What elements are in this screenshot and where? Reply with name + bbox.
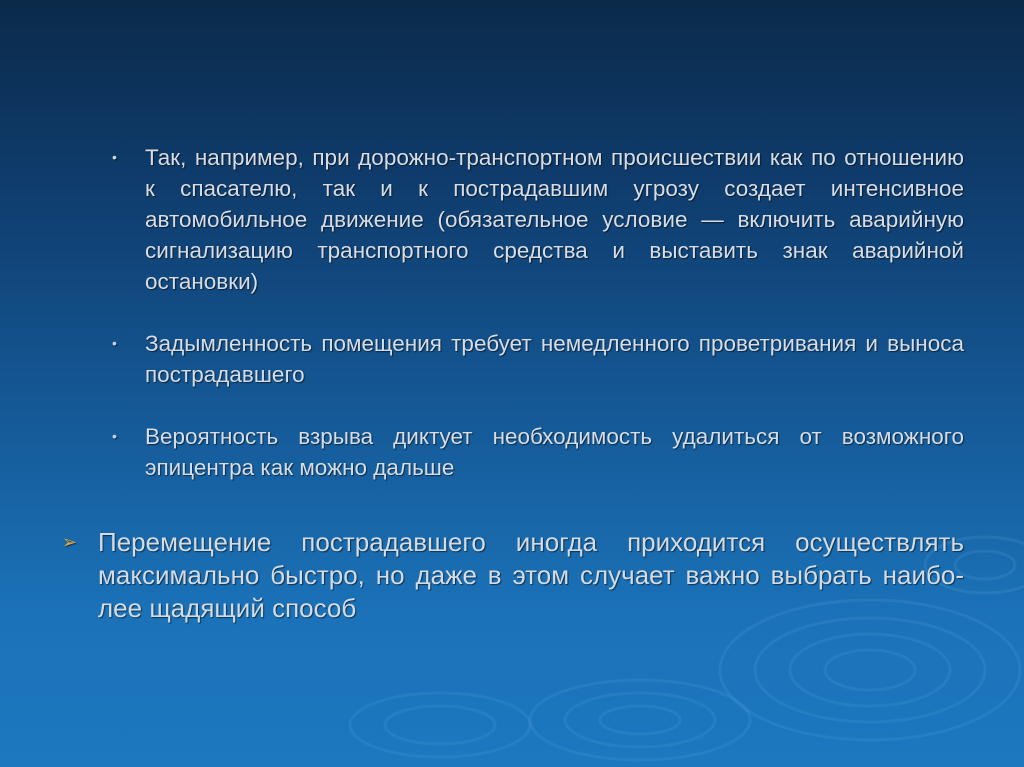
list-item (112, 142, 964, 297)
bullet-dot-icon: • (112, 149, 117, 165)
list-item-text: Задымленность помещения требует немедленного проветривания и выноса пострадавшего (145, 331, 964, 387)
list-item-text: Вероятность взрыва диктует необходимость удалиться от возможного эпицентра как можно дальше (145, 424, 964, 480)
list-item-text: Так, например, при дорожно-транспортном происшествии как по отношению к спасателю, так и к пострадавшим угрозу создает интенсивное автомобильное движение (обязательное условие — включить аварийную сигнализацию транспортного средства и выставить знак аварийной остановки) (145, 145, 964, 294)
arrow-bullet-icon: ➢ (62, 532, 78, 552)
list-item (112, 421, 964, 483)
bullet-dot-icon: • (112, 335, 117, 351)
list-item (112, 328, 964, 390)
sub-bullet-list (112, 142, 964, 483)
bullet-dot-icon: • (112, 428, 117, 444)
main-bullet-item (62, 526, 964, 625)
main-item-text: Перемещение пострадавшего иногда приходится осуществлять максимально быстро, но даже в этом случает важно выбрать наиболее щадящий способ (98, 527, 964, 623)
